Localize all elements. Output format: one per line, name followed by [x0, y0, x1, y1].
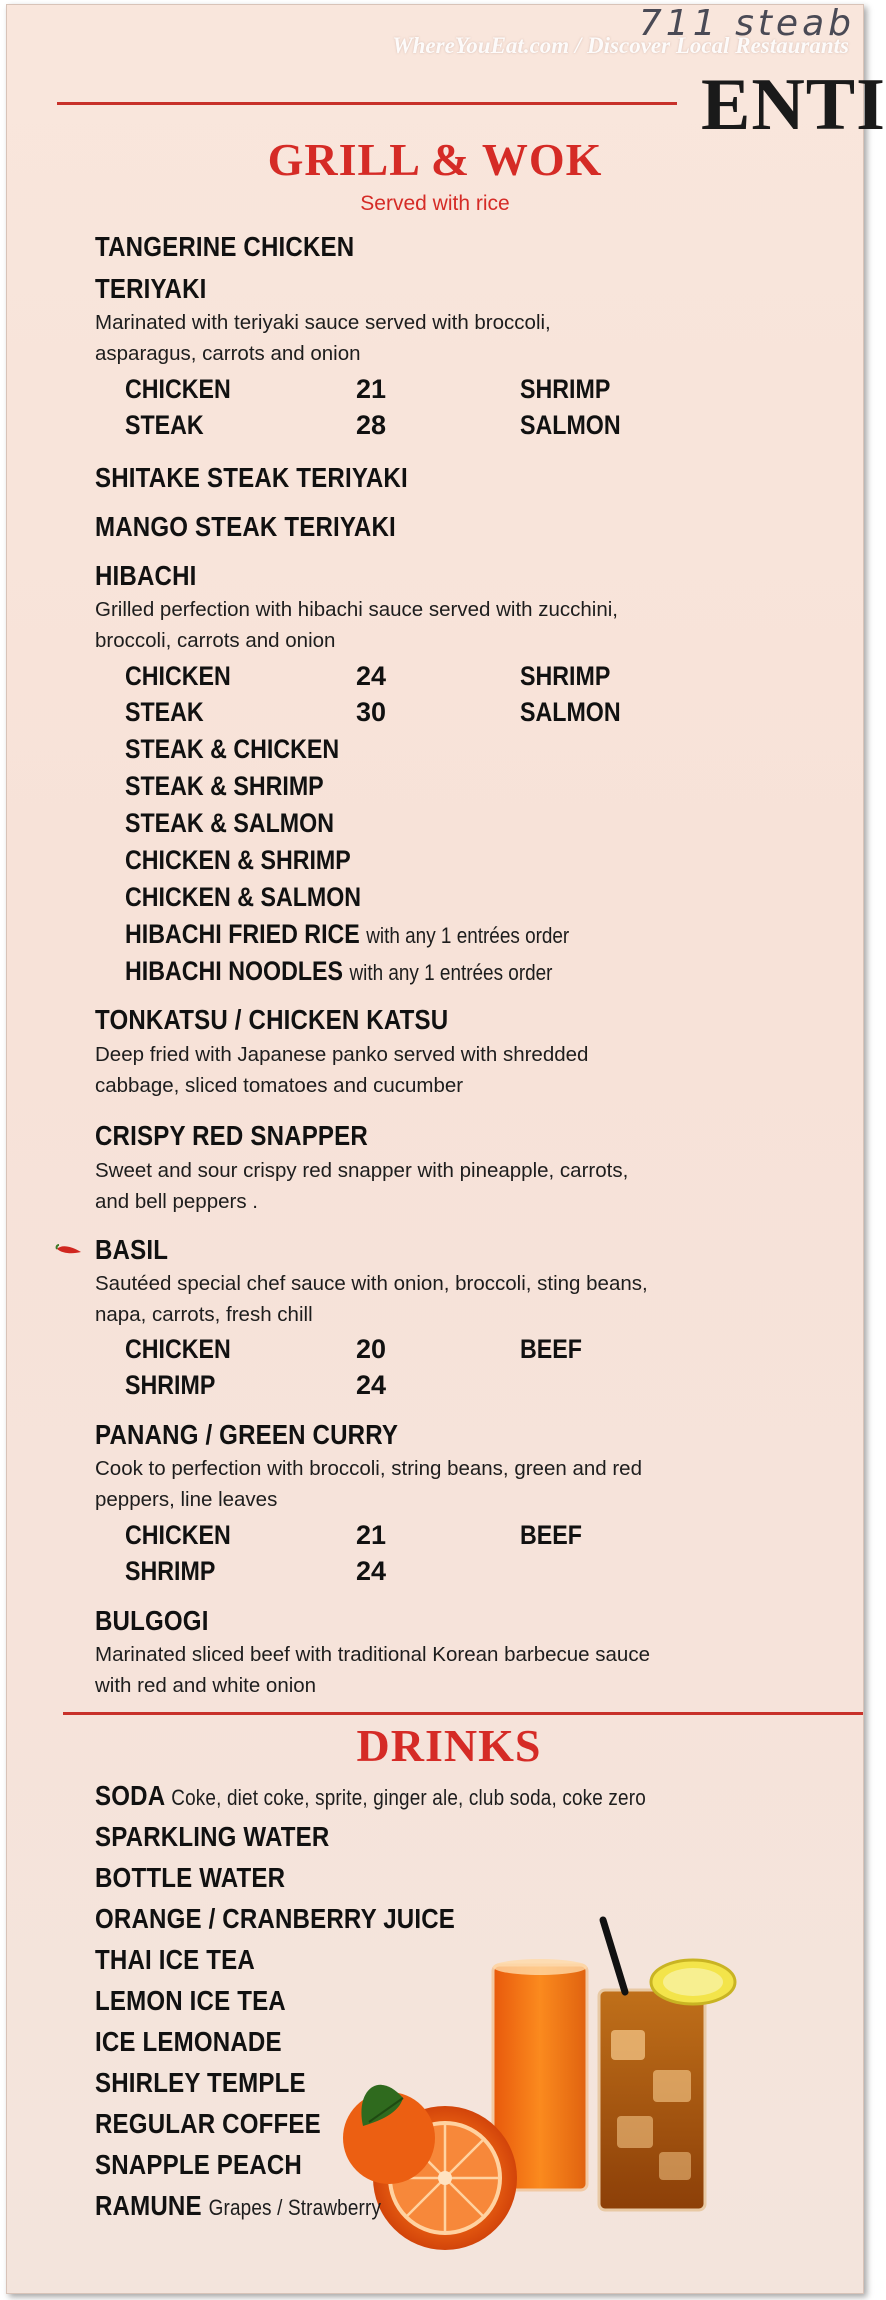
option-price: 21: [356, 1520, 387, 1550]
item-description: and bell peppers .: [95, 1190, 258, 1213]
drinks-title: DRINKS: [356, 1720, 542, 1771]
option-name: CHICKEN & SHRIMP: [125, 845, 351, 875]
option-name: SHRIMP: [125, 1370, 216, 1400]
drink-name: LEMON ICE TEA: [95, 1985, 286, 2016]
item-description: Marinated sliced beef with traditional Korean barbecue sauce: [95, 1643, 650, 1666]
option-price: 28: [356, 410, 387, 440]
item-description: napa, carrots, fresh chill: [95, 1303, 313, 1326]
option-price: 20: [356, 1334, 387, 1364]
item-name: TONKATSU / CHICKEN KATSU: [95, 1004, 449, 1035]
item-description: cabbage, sliced tomatoes and cucumber: [95, 1074, 464, 1097]
item-description: peppers, line leaves: [95, 1488, 278, 1511]
option-name: CHICKEN: [125, 1334, 231, 1364]
option-name: CHICKEN: [125, 661, 231, 691]
item-name: PANANG / GREEN CURRY: [95, 1419, 399, 1450]
option-label: HIBACHI FRIED RICE: [125, 919, 360, 949]
drink-name: SHIRLEY TEMPLE: [95, 2067, 306, 2098]
option-price: 30: [356, 697, 387, 727]
option-name: [125, 954, 552, 990]
grill-wok-title: GRILL & WOK: [267, 134, 603, 185]
item-description: Sweet and sour crispy red snapper with pineapple, carrots,: [95, 1159, 629, 1182]
drink-note: Coke, diet coke, sprite, ginger ale, club soda, coke zero: [171, 1785, 646, 1810]
option-name: CHICKEN & SALMON: [125, 882, 362, 912]
option-name: BEEF: [520, 1520, 582, 1550]
item-description: Grilled perfection with hibachi sauce served with zucchini,: [95, 598, 619, 621]
item-description: Sautéed special chef sauce with onion, broccoli, sting beans,: [95, 1272, 648, 1295]
drink-name: ICE LEMONADE: [95, 2026, 282, 2057]
item-name: TANGERINE CHICKEN: [95, 231, 355, 262]
item-name: BULGOGI: [95, 1605, 209, 1636]
drink-name: THAI ICE TEA: [95, 1944, 255, 1975]
option-note: with any 1 entrées order: [366, 923, 570, 948]
item-description: broccoli, carrots and onion: [95, 629, 336, 652]
item-name: CRISPY RED SNAPPER: [95, 1120, 368, 1151]
top-divider: [57, 102, 677, 105]
drink-name: BOTTLE WATER: [95, 1862, 286, 1893]
item-name: TERIYAKI: [95, 273, 207, 304]
option-note: with any 1 entrées order: [349, 960, 553, 985]
option-name: STEAK & SHRIMP: [125, 771, 324, 801]
item-name: BASIL: [95, 1234, 169, 1265]
option-name: STEAK: [125, 410, 204, 440]
option-name: [125, 917, 569, 953]
option-name: STEAK & SALMON: [125, 808, 334, 838]
drink-label: RAMUNE: [95, 2190, 202, 2221]
option-name: BEEF: [520, 1334, 582, 1364]
drink-name: [95, 2189, 381, 2225]
chili-pepper-icon: [55, 1243, 83, 1257]
drink-label: SODA: [95, 1780, 165, 1811]
drink-name: REGULAR COFFEE: [95, 2108, 321, 2139]
option-name: SALMON: [520, 697, 621, 727]
option-name: STEAK: [125, 697, 204, 727]
item-description: Marinated with teriyaki sauce served with broccoli,: [95, 311, 551, 334]
option-price: 24: [356, 661, 387, 691]
drink-note: Grapes / Strawberry: [208, 2195, 382, 2220]
watermark: WhereYouEat.com / Discover Local Restaurants: [392, 33, 849, 58]
option-name: STEAK & CHICKEN: [125, 734, 340, 764]
drink-name: [95, 1779, 646, 1815]
option-price: 24: [356, 1556, 387, 1586]
item-name: MANGO STEAK TERIYAKI: [95, 511, 396, 542]
item-description: asparagus, carrots and onion: [95, 342, 361, 365]
menu-page: [6, 3, 886, 2294]
drinks-illustration: [359, 1920, 759, 2255]
item-description: Cook to perfection with broccoli, string beans, green and red: [95, 1457, 642, 1480]
option-price: 21: [356, 374, 387, 404]
entrees-heading: ENTI: [701, 64, 886, 146]
item-name: SHITAKE STEAK TERIYAKI: [95, 462, 408, 493]
item-description: with red and white onion: [95, 1674, 317, 1697]
option-name: SHRIMP: [520, 661, 611, 691]
option-label: HIBACHI NOODLES: [125, 956, 344, 986]
handwritten-scribble: 711 steab: [638, 3, 855, 44]
option-name: CHICKEN: [125, 374, 231, 404]
item-name: HIBACHI: [95, 560, 197, 591]
drink-name: SPARKLING WATER: [95, 1821, 330, 1852]
grill-wok-subtitle: Served with rice: [360, 192, 510, 215]
option-name: CHICKEN: [125, 1520, 231, 1550]
option-name: SHRIMP: [125, 1556, 216, 1586]
option-price: 24: [356, 1370, 387, 1400]
option-name: SHRIMP: [520, 374, 611, 404]
drink-name: ORANGE / CRANBERRY JUICE: [95, 1903, 456, 1934]
option-name: SALMON: [520, 410, 621, 440]
drink-name: SNAPPLE PEACH: [95, 2149, 302, 2180]
item-description: Deep fried with Japanese panko served with shredded: [95, 1043, 589, 1066]
section-divider: [63, 1712, 863, 1715]
